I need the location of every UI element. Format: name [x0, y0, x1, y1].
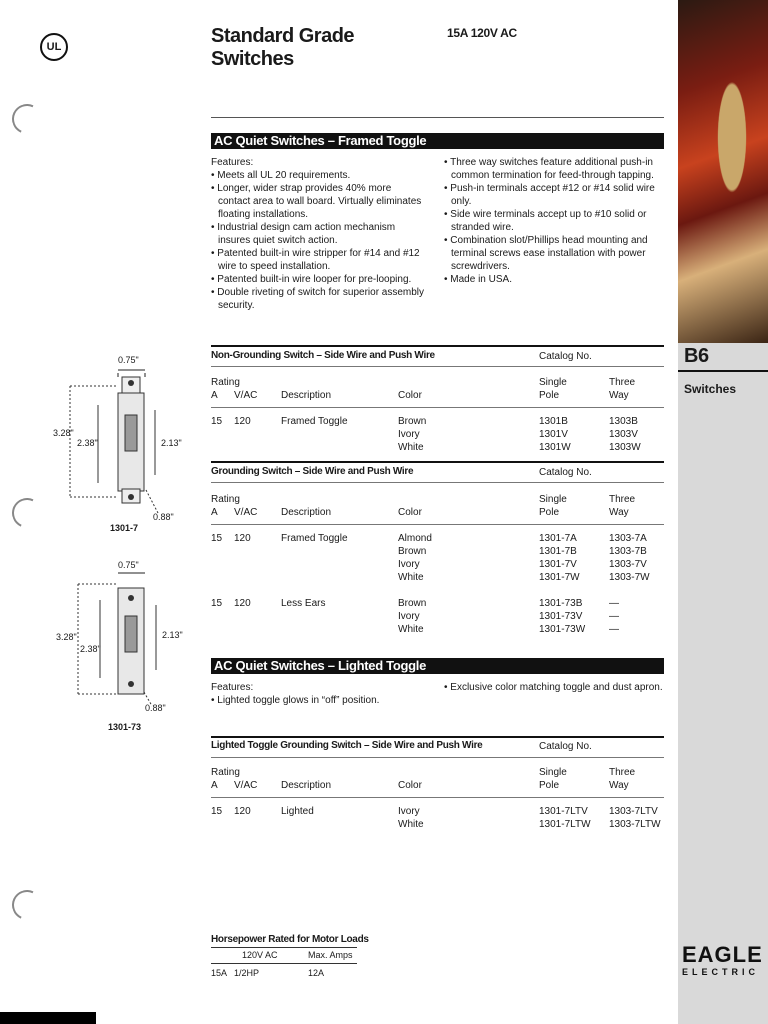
- table-row: [609, 532, 650, 584]
- col-color: Color: [398, 390, 422, 401]
- col-three: Three: [609, 767, 636, 778]
- col-rating: Rating: [211, 494, 240, 505]
- table-row: [539, 532, 580, 584]
- cell-single: 1301V: [539, 429, 568, 440]
- col-single: Single: [539, 377, 567, 388]
- cell-color: Almond: [398, 533, 432, 544]
- feature-item: • Three way switches feature additional push-in common termination for feed-through tapping.: [444, 157, 654, 181]
- brand-logo-top: EAGLE: [682, 942, 763, 967]
- feature-item: • Meets all UL 20 requirements.: [211, 170, 351, 181]
- cell-v: 120: [234, 533, 251, 544]
- features-label: Features:: [211, 682, 254, 693]
- cell-v: 120: [234, 806, 251, 817]
- cell-desc: Framed Toggle: [281, 533, 348, 544]
- dim-width: 0.75": [118, 560, 139, 570]
- cell-three: 1303-7A: [609, 533, 647, 544]
- hp-cell-a: 15A: [211, 968, 228, 978]
- table-rule: [211, 482, 664, 483]
- product-photo: [678, 0, 768, 343]
- dim-depth: 0.88": [153, 512, 174, 522]
- cell-a: 15: [211, 533, 223, 544]
- bottom-mark: [0, 1012, 96, 1024]
- switch-diagram-1301-7: [50, 355, 200, 540]
- cell-color: White: [398, 624, 424, 635]
- col-description: Description: [281, 390, 332, 401]
- features-left: [211, 681, 431, 707]
- table-title: Grounding Switch – Side Wire and Push Wire: [211, 466, 414, 477]
- hp-col-amps: Max. Amps: [308, 950, 353, 960]
- section-code: B6: [684, 345, 709, 367]
- table-row: [398, 597, 426, 636]
- features-left: [211, 156, 426, 312]
- title-line-2: Switches: [211, 48, 294, 70]
- cell-a: 15: [211, 806, 223, 817]
- col-rating: Rating: [211, 377, 240, 388]
- col-a: A: [211, 390, 218, 401]
- col-a: A: [211, 507, 218, 518]
- col-single: Single: [539, 767, 567, 778]
- table-title: Lighted Toggle Grounding Switch – Side Wire and Push Wire: [211, 740, 483, 751]
- cell-three: —: [609, 624, 619, 635]
- feature-item: • Industrial design cam action mechanism insures quiet switch action.: [211, 222, 396, 246]
- hp-title: Horsepower Rated for Motor Loads: [211, 934, 369, 945]
- feature-item: • Exclusive color matching toggle and dust apron.: [444, 682, 663, 693]
- catalog-header: Catalog No.: [539, 741, 592, 752]
- cell-color: Ivory: [398, 559, 420, 570]
- hp-rule: [211, 963, 357, 964]
- diagram-caption: 1301-73: [108, 722, 142, 732]
- col-three: Three: [609, 494, 636, 505]
- col-a: A: [211, 780, 218, 791]
- hp-col-voltage: 120V AC: [242, 950, 278, 960]
- cell-three: 1303V: [609, 429, 638, 440]
- header-rule: [211, 117, 664, 118]
- cell-v: 120: [234, 598, 251, 609]
- table-row: [398, 415, 426, 454]
- col-pole: Pole: [539, 780, 560, 791]
- title-line-1: Standard Grade: [211, 25, 355, 47]
- col-way: Way: [609, 507, 629, 518]
- cell-single: 1301-7LTV: [539, 806, 588, 817]
- cell-single: 1301-73V: [539, 611, 583, 622]
- sidebar-label: Switches: [684, 382, 737, 396]
- cell-single: 1301-7V: [539, 559, 577, 570]
- cell-single: 1301-7A: [539, 533, 577, 544]
- features-right: [444, 681, 664, 694]
- section-heading-text: AC Quiet Switches – Framed Toggle: [211, 133, 429, 149]
- col-way: Way: [609, 780, 629, 791]
- table-row: [398, 532, 432, 584]
- diagram-caption: 1301-7: [110, 523, 139, 533]
- page-title: [211, 25, 354, 71]
- feature-item: • Patented built-in wire stripper for #14 and #12 wire to speed installation.: [211, 248, 420, 272]
- cell-single: 1301-7W: [539, 572, 580, 583]
- catalog-header: Catalog No.: [539, 351, 592, 362]
- col-vac: V/AC: [234, 390, 258, 401]
- col-description: Description: [281, 507, 332, 518]
- hp-cell-amps: 12A: [308, 968, 325, 978]
- dim-overall: 3.28": [53, 428, 74, 438]
- table-row: [609, 415, 641, 454]
- binder-hole-icon: [8, 494, 46, 532]
- feature-item: • Patented built-in wire looper for pre-looping.: [211, 274, 412, 285]
- cell-color: White: [398, 819, 424, 830]
- cell-color: White: [398, 442, 424, 453]
- feature-item: • Made in USA.: [444, 274, 512, 285]
- features-label: Features:: [211, 157, 254, 168]
- header-rating: 15A 120V AC: [447, 26, 517, 40]
- catalog-header: Catalog No.: [539, 467, 592, 478]
- hp-rule: [211, 947, 357, 948]
- col-vac: V/AC: [234, 507, 258, 518]
- dim-inner: 2.38": [77, 438, 98, 448]
- table-row: [609, 597, 619, 636]
- dim-body: 2.13": [161, 438, 182, 448]
- cell-color: White: [398, 572, 424, 583]
- cell-single: 1301-73W: [539, 624, 586, 635]
- binder-hole-icon: [8, 886, 46, 924]
- cell-three: —: [609, 598, 619, 609]
- brand-logo-bottom: ELECTRIC: [682, 967, 759, 977]
- dim-depth: 0.88": [145, 703, 166, 713]
- table-row: [539, 597, 585, 636]
- cell-single: 1301-7B: [539, 546, 577, 557]
- cell-color: Ivory: [398, 611, 420, 622]
- feature-item: • Side wire terminals accept up to #10 solid or stranded wire.: [444, 209, 647, 233]
- table-rule: [211, 797, 664, 798]
- cell-single: 1301-7LTW: [539, 819, 591, 830]
- cell-color: Brown: [398, 598, 427, 609]
- col-description: Description: [281, 780, 332, 791]
- table-rule: [211, 407, 664, 408]
- col-color: Color: [398, 780, 422, 791]
- cell-three: 1303B: [609, 416, 638, 427]
- col-way: Way: [609, 390, 629, 401]
- dim-overall: 3.28": [56, 632, 77, 642]
- switch-drawing-icon: [50, 560, 200, 740]
- col-rating: Rating: [211, 767, 240, 778]
- cell-color: Brown: [398, 416, 427, 427]
- col-vac: V/AC: [234, 780, 258, 791]
- cell-single: 1301-73B: [539, 598, 583, 609]
- dim-inner: 2.38": [80, 644, 101, 654]
- cell-color: Ivory: [398, 429, 420, 440]
- cell-color: Brown: [398, 546, 427, 557]
- table-rule: [211, 366, 664, 367]
- binder-hole-icon: [8, 100, 46, 138]
- cell-three: 1303W: [609, 442, 641, 453]
- table-rule: [211, 757, 664, 758]
- feature-item: • Push-in terminals accept #12 or #14 solid wire only.: [444, 183, 655, 207]
- features-right: [444, 156, 662, 286]
- cell-three: 1303-7LTW: [609, 819, 661, 830]
- col-pole: Pole: [539, 390, 560, 401]
- table-rule: [211, 461, 664, 463]
- cell-three: —: [609, 611, 619, 622]
- col-single: Single: [539, 494, 567, 505]
- ul-listed-icon: UL: [40, 33, 68, 61]
- hp-cell-hp: 1/2HP: [234, 968, 260, 978]
- table-rule: [211, 736, 664, 738]
- col-color: Color: [398, 507, 422, 518]
- cell-three: 1303-7W: [609, 572, 650, 583]
- cell-a: 15: [211, 598, 223, 609]
- cell-single: 1301W: [539, 442, 571, 453]
- table-row: [609, 805, 661, 831]
- cell-desc: Less Ears: [281, 598, 326, 609]
- col-three: Three: [609, 377, 636, 388]
- table-row: [539, 805, 591, 831]
- table-title: Non-Grounding Switch – Side Wire and Push Wire: [211, 350, 435, 361]
- table-rule: [211, 345, 664, 347]
- cell-color: Ivory: [398, 806, 420, 817]
- cell-three: 1303-7B: [609, 546, 647, 557]
- dim-width: 0.75": [118, 355, 139, 365]
- col-pole: Pole: [539, 507, 560, 518]
- cell-three: 1303-7V: [609, 559, 647, 570]
- cell-desc: Framed Toggle: [281, 416, 348, 427]
- section-heading-framed: [211, 133, 664, 149]
- section-heading-text: AC Quiet Switches – Lighted Toggle: [211, 658, 429, 674]
- cell-v: 120: [234, 416, 251, 427]
- feature-item: • Lighted toggle glows in “off” position.: [211, 695, 380, 706]
- feature-item: • Longer, wider strap provides 40% more contact area to wall board. Virtually eliminates floating installations.: [211, 183, 422, 220]
- cell-three: 1303-7LTV: [609, 806, 658, 817]
- table-row: [539, 415, 571, 454]
- feature-item: • Combination slot/Phillips head mounting and terminal screws ease installation with power screwdrivers.: [444, 235, 648, 272]
- switch-diagram-1301-73: [50, 560, 200, 740]
- cell-a: 15: [211, 416, 223, 427]
- cell-desc: Lighted: [281, 806, 314, 817]
- feature-item: • Double riveting of switch for superior assembly security.: [211, 287, 425, 311]
- table-row: [398, 805, 424, 831]
- section-heading-lighted: [211, 658, 664, 674]
- sidebar-rule: [678, 370, 768, 372]
- table-rule: [211, 524, 664, 525]
- cell-single: 1301B: [539, 416, 568, 427]
- dim-body: 2.13": [162, 630, 183, 640]
